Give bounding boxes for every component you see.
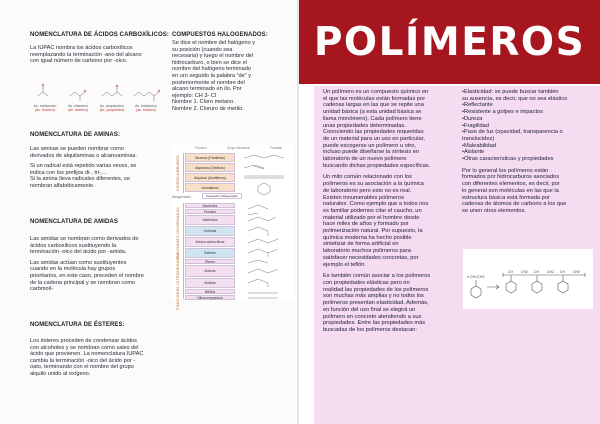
chain-label: CH2 xyxy=(573,270,580,274)
molecule-label xyxy=(28,104,62,112)
molecule-common-name: (ác. propiónico) xyxy=(99,108,125,112)
table-row: Derivados halogenados xyxy=(202,193,242,199)
text-line: formados por hidrocarburos asociados xyxy=(462,174,560,181)
text-line: su ausencia, es decir, que no sea elástico xyxy=(462,95,568,102)
list-item: •Dureza xyxy=(462,115,483,122)
table-structures xyxy=(238,153,294,300)
molecule-name: Ac. metanoico xyxy=(33,104,57,108)
halogenated-line: necesaria) y luego el nombre del xyxy=(172,53,254,60)
text-line: cadenas de átomos de carbono a los que xyxy=(462,201,567,208)
table-row: Amidas xyxy=(185,278,235,288)
halogenated-line: posteriormente el nombre del xyxy=(172,79,245,86)
text-line: Por lo general los polímeros están xyxy=(462,167,549,174)
text-line: sintetizar de forma artificial en xyxy=(323,241,399,248)
text-line: •Elasticidad: se puede buscar también xyxy=(462,89,559,95)
text-line: Es también común asociar a los polímeros xyxy=(323,273,431,280)
molecule-label xyxy=(61,104,95,112)
text-line: Un polímero es un compuesto químico en xyxy=(323,89,429,95)
page-title: POLÍMEROS xyxy=(313,20,586,65)
amides-line: prioritarios, en este caso, preceden el nombre xyxy=(30,272,144,279)
text-line: laboratorio de un nuevo polímero xyxy=(323,156,407,163)
list-item: •Fragilidad xyxy=(462,122,489,129)
table-row: Ésteres xyxy=(185,248,235,258)
amides-line: carbmoíl- xyxy=(30,286,54,293)
carboxylic-line: con igual número de carbono por -oico. xyxy=(30,58,128,65)
table-row: Éteres xyxy=(185,259,235,264)
halogenated-line: Nombre 2. Cloruro de metilo. xyxy=(172,105,244,112)
esters-line: cambia la terminación -oico del ácido por - xyxy=(30,357,136,364)
text-line: llama monómero). Cada polímero tiene xyxy=(323,115,422,122)
esters-line: oato, terminando con el nombre del grupo xyxy=(30,364,134,371)
table-row: Aminas xyxy=(185,265,235,277)
text-line: química moderna ha hecho posible xyxy=(323,234,412,241)
text-line: Un mito común relacionado con los xyxy=(323,174,412,181)
molecule-ethanoic xyxy=(70,90,86,101)
polymers-intro-column xyxy=(323,89,465,334)
molecule-butanoic xyxy=(134,90,160,101)
text-line: es familiar podemos citar el caucho, un xyxy=(323,207,422,214)
text-line: con propiedades elásticas pero en xyxy=(323,279,410,286)
carboxylic-molecules xyxy=(34,82,164,104)
halogenated-line: en uro seguido la palabra “de” y xyxy=(172,72,251,79)
amines-line: nombran alfabéticamente. xyxy=(30,182,95,189)
molecule-label xyxy=(129,104,163,112)
text-line: lo general son moléculas en las que la xyxy=(462,187,559,194)
amines-line: Si la amina lleva radicales diferentes, se xyxy=(30,176,130,183)
molecule-name: Ac. propanoico xyxy=(100,104,124,108)
molecule-methanoic xyxy=(38,84,48,96)
text-line: hace miles de años y formado por xyxy=(323,221,409,228)
esters-heading: NOMENCLATURA DE ÉSTERES: xyxy=(30,322,125,328)
amines-heading: NOMENCLATURA DE AMINAS: xyxy=(30,132,121,138)
list-item: •Paso de luz (opacidad, transparencia o xyxy=(462,129,563,136)
table-row: Nitrilos xyxy=(185,289,235,294)
amines-line: indica con los prefijos di-, tri-,... xyxy=(30,169,108,176)
halogenated-heading: COMPUESTOS HALOGENADOS: xyxy=(172,32,268,38)
polymers-properties-column xyxy=(462,89,596,215)
list-item: •Aislante xyxy=(462,149,485,156)
amides-line: de la cadena principal y se nombran como xyxy=(30,279,136,286)
amines-line: Si un radical está repetido varias veces, se xyxy=(30,163,137,170)
molecule-common-name: (ác. acético) xyxy=(68,108,88,112)
text-line: polímeros presentan elasticidad. Además, xyxy=(323,300,429,307)
group-hydrocarbons xyxy=(172,153,184,193)
text-line: buscadas de los polímeros destacan: xyxy=(323,326,417,333)
text-line: buscando dichas propiedades específicas. xyxy=(323,162,431,169)
carboxylic-line: La IUPAC nombra los ácidos carboxílicos xyxy=(30,45,133,51)
amides-line: cuando en la molécula hay grupos xyxy=(30,266,116,273)
text-line: satisfacer necesidades concretas, por xyxy=(323,254,419,261)
esters-text xyxy=(30,338,172,378)
chain-label: CH xyxy=(508,270,513,274)
group-nitrogenated xyxy=(172,252,184,310)
carboxylic-text xyxy=(30,45,170,65)
table-row: Ácidos carboxílicos xyxy=(185,237,235,247)
text-line: Conociendo las propiedades requeridas xyxy=(323,129,424,136)
amides-line: terminación -oico del ácido por -amida. xyxy=(30,249,127,256)
text-line: Existen innumerables polímeros xyxy=(323,194,404,201)
amines-text xyxy=(30,146,170,190)
text-line: son muchas más amplias y no todos los xyxy=(323,293,424,300)
text-line: ejemplo el teflón. xyxy=(323,261,366,268)
table-header xyxy=(185,146,292,152)
text-line: de laboratorio pero esto no es real. xyxy=(323,187,412,194)
polymerization-diagram xyxy=(463,249,593,309)
text-line: realidad las propiedades de los polímeros xyxy=(323,286,429,293)
list-item: translucidez) xyxy=(462,135,495,142)
text-line: con diferentes elementos, es decir, por xyxy=(462,181,560,188)
table-row: Alquenos (Olefinas) xyxy=(185,163,235,172)
table-row: Aromáticos xyxy=(185,183,235,192)
table-header-cell: Grupo funcional xyxy=(227,146,250,150)
list-item: •Resistente a golpes e impactos xyxy=(462,109,544,116)
molecule-common-name: (ác. butírico) xyxy=(136,108,156,112)
text-line: material utilizado por el hombre desde xyxy=(323,214,420,221)
amines-line: derivados de alquilaminas o alcanoaminas. xyxy=(30,152,137,159)
molecule-name: Ac. etanoico xyxy=(68,104,88,108)
halogenated-side-label: Halogenados xyxy=(172,195,191,199)
esters-line: ácido que provienen. La nomenclatura IUPAC xyxy=(30,351,144,358)
text-line: polimerización natural. Por supuesto, la xyxy=(323,228,423,235)
amides-line: Las amidas actúan como sustituyentes xyxy=(30,259,127,266)
text-line: de un material para un uso en particular, xyxy=(323,135,425,142)
list-item: •Maleabilidad xyxy=(462,142,496,149)
text-line: naturales. Como ejemplo que a todos nos xyxy=(323,201,429,208)
table-row: Alcanos (Parafinas) xyxy=(185,153,235,162)
text-line: laboratorio muchos polímeros para xyxy=(323,248,411,255)
esters-line: con alcoholes y se nombran como sales del xyxy=(30,344,139,351)
text-line: en función del uso final se elegirá un xyxy=(323,306,416,313)
text-line: se unen otros elementos. xyxy=(462,207,526,214)
halogenated-line: ejemplo: CH 3- Cl xyxy=(172,92,217,99)
list-item: •Reflectante xyxy=(462,102,493,109)
amides-heading: NOMENCLATURA DE AMIDAS xyxy=(30,219,118,225)
molecule-name: Ac. butanoico xyxy=(135,104,157,108)
table-header-cell: Fórmula xyxy=(270,146,282,150)
text-line: unidad básica (a esta unidad básica se xyxy=(323,109,422,116)
group-label: FUNCIONES OXIGENADAS xyxy=(175,207,180,259)
table-row: Fenoles xyxy=(185,209,235,214)
text-line: puede escogerse un polímero u otro, xyxy=(323,142,416,149)
monomer-label: n CH=CH2 xyxy=(467,275,485,279)
text-line: incluso puede diseñarse la síntesis en xyxy=(323,149,420,156)
text-line: el que las moléculas están formadas por xyxy=(323,95,426,102)
text-line: unas propiedades determinadas. xyxy=(323,122,406,129)
group-label: FUNCIONES NITROGENADAS xyxy=(175,252,180,310)
table-row: Alquinos (Acetilenos) xyxy=(185,173,235,182)
list-item: •Otras características y propiedades xyxy=(462,156,554,163)
group-label: HIDROCARBUROS xyxy=(175,155,180,191)
halogenated-text xyxy=(172,40,296,113)
chain-label: CH2 xyxy=(521,270,528,274)
chain-label: CH xyxy=(560,270,565,274)
text-line: polímero en concreto atendiendo a sus xyxy=(323,313,422,320)
halogenated-line: Nombre 1. Cloro metano. xyxy=(172,99,235,106)
halogenated-line: hidrocarburo, o bien se dice el xyxy=(172,59,247,66)
functional-groups-table xyxy=(172,145,294,310)
amines-line: Las aminas se pueden nombrar como xyxy=(30,146,124,152)
table-row: Nitrocompuestos xyxy=(185,295,235,300)
carboxylic-heading: NOMENCLATURA DE ÁCIDOS CARBOXÍLICOS: xyxy=(30,32,169,38)
table-row: Alcoholes xyxy=(185,203,235,208)
chain-label: CH xyxy=(534,270,539,274)
halogenated-line: alcano terminado en ilo. Por xyxy=(172,86,242,93)
halogenated-line: su posición (cuando sea xyxy=(172,46,233,53)
molecule-common-name: (ác. fórmico) xyxy=(35,108,55,112)
text-line: polímeros es su asociación a la química xyxy=(323,181,424,188)
text-line: propiedades. Entre las propiedades más xyxy=(323,320,426,327)
molecule-propanoic xyxy=(102,85,122,96)
table-row: Cetonas xyxy=(185,226,235,236)
amides-line: Las amidas se nombran como derivados de xyxy=(30,236,139,242)
text-line: cadenas largas en las que se repite una xyxy=(323,102,424,109)
halogenated-line: nombre del halógeno terminado xyxy=(172,66,251,73)
esters-line: Los ésteres proceden de condensar ácidos xyxy=(30,338,137,344)
amides-text xyxy=(30,236,172,293)
carboxylic-line: reemplazando la terminación -ano del alcano xyxy=(30,51,142,58)
table-header-cell: Función xyxy=(195,146,207,150)
text-line: estructura básica está formada por xyxy=(462,194,550,201)
esters-line: alquilo unido al oxígeno. xyxy=(30,370,91,377)
amides-line: ácidos carboxílicos sustituyendo la xyxy=(30,242,117,249)
table-row: Aldehídos xyxy=(185,215,235,225)
halogenated-line: Se dice el nombre del halógeno y xyxy=(172,40,256,46)
chain-label: CH2 xyxy=(547,270,554,274)
molecule-label xyxy=(95,104,129,112)
